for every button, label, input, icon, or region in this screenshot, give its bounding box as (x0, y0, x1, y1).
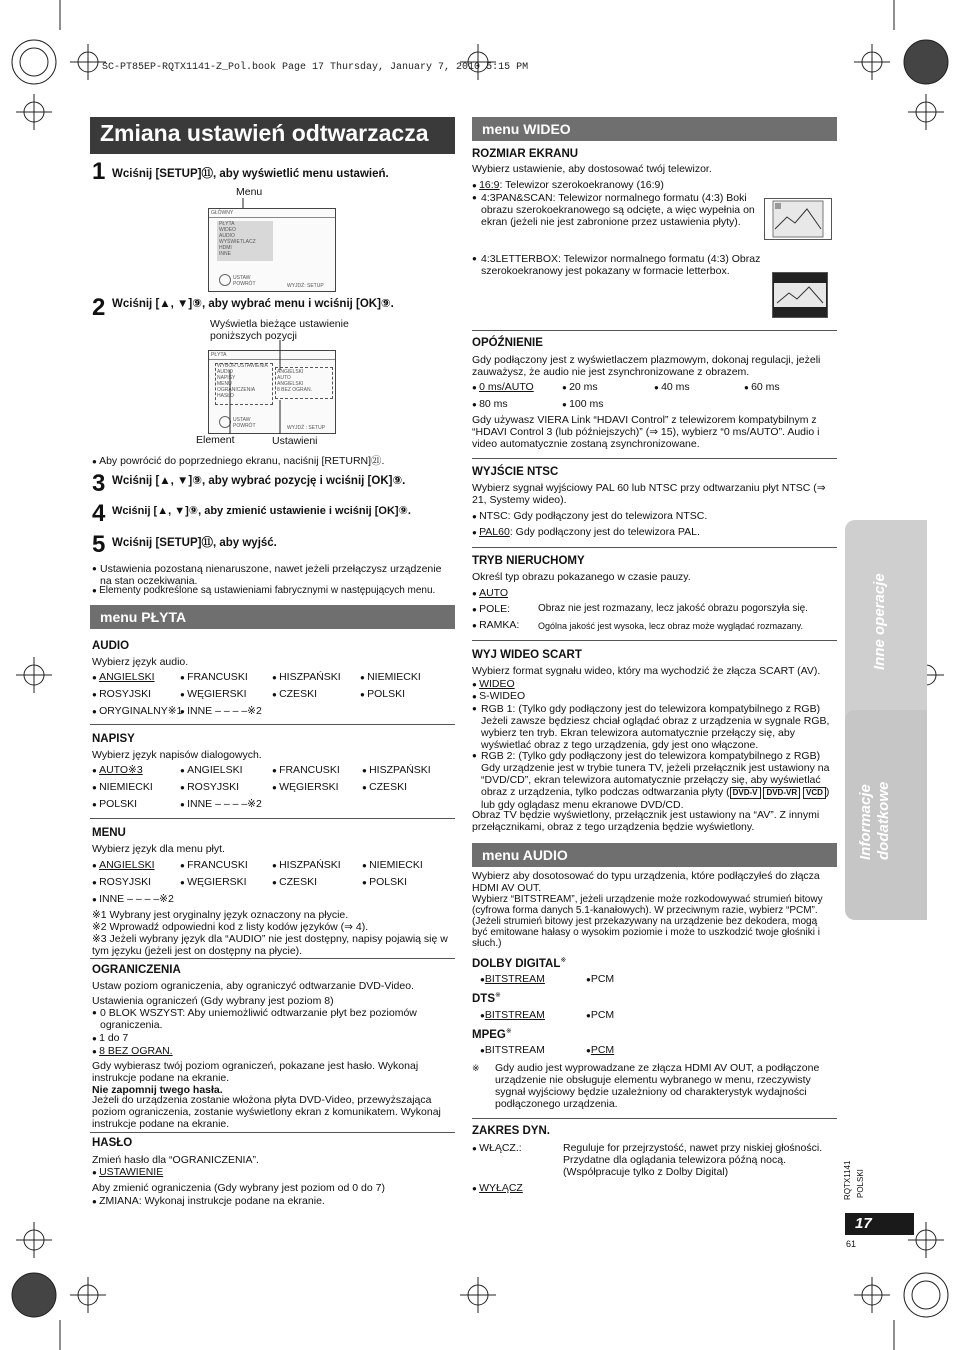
screen-footer: WYJDŹ : SETUP (287, 425, 326, 431)
desc: Wybierz ustawienie, aby dostosować twój telewizor. (472, 163, 712, 175)
desc: Wybierz język napisów dialogowych. (92, 749, 262, 761)
option[interactable]: NIEMIECKI (369, 859, 423, 871)
divider (472, 330, 837, 331)
screen-item: INNE (219, 251, 231, 257)
heading-dolby: DOLBY DIGITAL (472, 957, 561, 970)
disc-badge: DVD-V (730, 787, 761, 799)
desc: Ustawienia ograniczeń (Gdy wybrany jest poziom 8) (92, 995, 334, 1007)
tv-image-icon (765, 199, 831, 239)
footnote: Gdy audio jest wyprowadzane ze złącza HDMI AV OUT, a podłączone urządzenie nie obsługuje elementu wybranego w menu, rzeczywisty sygnał wyjściowy będzie uzależniony od charakterystyk wydajności podłączonego urządzenia. (495, 1062, 820, 1110)
option[interactable]: WĘGIERSKI (187, 688, 247, 700)
option[interactable]: ORYGINALNY※1 (99, 705, 183, 717)
option[interactable]: ANGIELSKI (99, 859, 155, 871)
page-number-box (845, 1213, 914, 1235)
option[interactable]: 1 do 7 (99, 1032, 129, 1044)
opoznienie-options (472, 379, 834, 413)
option-desc: : Gdy podłączony jest do telewizora PAL. (509, 526, 700, 538)
heading-napisy: NAPISY (92, 733, 135, 745)
desc: Wybierz format sygnału wideo, który ma wychodzić że złącza SCART (AV). (472, 665, 821, 677)
desc: Gdy podłączony jest z wyświetlaczem plazmowym, dokonaj regulacji, jeżeli zauważysz, że audio nie jest zsynchronizowane z obrazem. (472, 354, 821, 378)
heading-dts: DTS (472, 992, 495, 1005)
screen-value: AUTO (277, 375, 291, 381)
option[interactable]: 8 BEZ OGRAN. (99, 1045, 173, 1057)
step-number: 1 (92, 158, 106, 185)
return-note: Aby powrócić do poprzedniego ekranu, naciśnij [RETURN]㉑. (99, 455, 385, 467)
option[interactable]: WYŁĄCZ (479, 1182, 523, 1194)
side-tab-inne-operacje[interactable] (845, 520, 927, 734)
print-header: SC-PT85EP-RQTX1141-Z_Pol.book Page 17 Thursday, January 7, 2010 5:15 PM (102, 62, 529, 73)
divider (90, 1132, 455, 1133)
option[interactable]: 16:9 (479, 179, 500, 191)
heading-audio: AUDIO (92, 640, 130, 652)
option[interactable]: 80 ms (479, 398, 508, 410)
screen-item: MENU (217, 381, 232, 387)
disc-badge: VCD (803, 787, 826, 799)
option[interactable]: NTSC: Gdy podłączony jest do telewizora NTSC. (479, 510, 708, 522)
option[interactable]: 0 ms/AUTO (479, 381, 534, 393)
screen-value: ANGIELSKI (277, 381, 304, 387)
paragraph-bold: Nie zapomnij twego hasła. (92, 1084, 223, 1096)
option[interactable]: CZESKI (369, 781, 407, 793)
step-number: 5 (92, 531, 106, 558)
option[interactable]: PAL60 (479, 526, 510, 538)
desc: Zmień hasło dla “OGRANICZENIA”. (92, 1154, 259, 1166)
option[interactable]: RGB 2: (Tylko gdy podłączony jest do telewizora kompatybilnego z RGB) Gdy urządzenie jest w trybie tunera TV, jeżeli przełącznik jest ustawiony na “DVD/CD”, ekran telewizora automatycznie przełączy się, aby wyświetlać obraz z urządzenia, tylko podczas odtwarzania płyty ( (481, 750, 830, 798)
heading-mpeg: MPEG (472, 1028, 506, 1041)
paragraph: Jeżeli do urządzenia zostanie włożona płyta DVD-Video, przewyższająca poziom ograniczenia, zostanie wyświetlony ekran z komunikatem. Wykonaj instrukcje podane na ekranie. (92, 1094, 441, 1130)
step-text: Wciśnij [▲, ▼]⑨, aby zmienić ustawienie i wciśnij [OK]⑨. (112, 505, 411, 517)
footnote-mark: ※ (495, 992, 501, 999)
screen-value: 8 BEZ OGRAN. (277, 387, 313, 393)
step-number: 3 (92, 470, 106, 497)
paragraph: Gdy używasz VIERA Link “HDAVI Control” z telewizorem kompatybilnym z “HDAVI Control 3 (lub późniejszych)” (⇒ 15), wybierz “0 ms/AUTO”. Audio i video automatycznie zostaną zsynchronizowane. (472, 414, 820, 450)
side-tab-label: Informacje dodatkowe (857, 781, 892, 860)
option[interactable]: ANGIELSKI (99, 671, 155, 683)
side-tab-informacje[interactable] (845, 710, 927, 920)
option[interactable]: HISZPAŃSKI (369, 764, 431, 776)
side-tab-label: Inne operacje (871, 573, 888, 670)
desc: Ustaw poziom ograniczenia, aby ograniczyć odtwarzanie DVD-Video. (92, 980, 414, 992)
section-bar-wideo (472, 117, 837, 141)
option[interactable]: 4:3LETTERBOX: Telewizor normalnego formatu (4:3) Obraz szerokoekranowy jest pokazany w formacie letterbox. (481, 253, 761, 277)
desc: Wybierz język dla menu płyt. (92, 843, 225, 855)
menu-options (92, 857, 454, 908)
diagram-label-menu: Menu (236, 186, 263, 198)
desc: Wybierz aby dosotosować do typu urządzenia, które podłączyłeś do złącza HDMI AV OUT. (472, 870, 820, 894)
heading-ntsc: WYJŚCIE NTSC (472, 466, 559, 478)
heading-opoznienie: OPÓŹNIENIE (472, 337, 543, 349)
option-desc: Obraz nie jest rozmazany, lecz jakość obrazu pogorszyła się. (538, 603, 808, 614)
option[interactable]: ROSYJSKI (187, 781, 239, 793)
option[interactable]: RAMKA: (479, 619, 520, 631)
screen-footer: USTAW POWRÓT (233, 417, 256, 429)
tv-panscan-illustration (764, 198, 832, 240)
page-title: Zmiana ustawień odtwarzacza (100, 120, 429, 146)
remote-dial-icon (219, 274, 231, 286)
screen-item: HASŁO (217, 393, 234, 399)
heading-nieruchomy: TRYB NIERUCHOMY (472, 555, 585, 567)
option-desc: Reguluje for przejrzystość, nawet przy niskiej głośności. Przydatne dla oglądania telewizora późną nocą. (Współpracuje tylko z Dolby Digital) (563, 1142, 823, 1178)
option[interactable]: WĘGIERSKI (187, 876, 247, 888)
paragraph: Obraz TV będzie wyświetlony, przełącznik jest ustawiony na “AV”. Z innymi przełącznikami, obraz z tego urządzenia będzie wyświetlony. (472, 809, 820, 833)
option[interactable]: AUTO (479, 587, 509, 599)
option[interactable]: PCM (590, 1044, 615, 1056)
option[interactable]: 20 ms (569, 381, 598, 393)
heading-rozmiar: ROZMIAR EKRANU (472, 148, 579, 160)
option[interactable]: PCM (590, 973, 615, 985)
option[interactable]: INNE – – – –※2 (99, 893, 174, 905)
screen-item: NAPISY (217, 375, 236, 381)
screen-item: WYŚWIETLACZ (219, 239, 256, 245)
option-desc: ) lub gdy oglądasz menu ekranowe DVD/CD. (481, 786, 830, 811)
page-number: 17 (855, 1215, 872, 1232)
option[interactable]: FRANCUSKI (187, 859, 248, 871)
language-label: POLSKI (856, 1169, 865, 1198)
footnote-mark: ※ (472, 1063, 480, 1073)
step-text: Wciśnij [▲, ▼]⑨, aby wybrać menu i wciśnij [OK]⑨. (112, 298, 394, 310)
option[interactable]: RGB 1: (Tylko gdy podłączony jest do telewizora kompatybilnego z RGB) Jeżeli zawsze będziesz chciał oglądać obraz z urządzenia w sygnale RGB, wybierz ten tryb. Ekran telewizora automatycznie przełączy się, aby wyświetlać obraz z tego urządzenia, gdy jest ono włączone. (481, 703, 830, 751)
diagram-label-element: Element (196, 434, 235, 446)
section-title: menu PŁYTA (100, 609, 187, 625)
option[interactable]: USTAWIENIE (99, 1166, 164, 1178)
diagram-label-current: Wyświetla bieżące ustawienie poniższych pozycji (210, 318, 349, 342)
divider (90, 724, 455, 725)
disc-badge: DVD-VR (763, 787, 800, 799)
divider (472, 640, 837, 641)
heading-ograniczenia: OGRANICZENIA (92, 964, 181, 976)
screen-item: WYBÓR USTAWIENIA (217, 363, 268, 369)
note-item: Ustawienia pozostaną nienaruszone, nawet jeżeli przełączysz urządzenie na stan oczekiwania. (100, 563, 442, 587)
step-number: 2 (92, 294, 106, 321)
desc: Określ typ obrazu pokazanego w czasie pauzy. (472, 571, 691, 583)
option[interactable]: CZESKI (279, 688, 317, 700)
option[interactable]: HISZPAŃSKI (279, 671, 341, 683)
step-number: 4 (92, 500, 106, 527)
footnote-mark: ※ (560, 957, 567, 964)
option[interactable]: INNE – – – –※2 (187, 798, 262, 810)
heading-scart: WYJ WIDEO SCART (472, 649, 582, 661)
option[interactable]: ROSYJSKI (99, 876, 151, 888)
screen-item: WIDEO (219, 227, 236, 233)
footnote: ※3 Jeżeli wybrany język dla “AUDIO” nie jest dostępny, napisy pojawią się w tym języku (jeżeli jest on dostępny na płycie). (92, 933, 448, 957)
option[interactable]: POLE: (479, 603, 510, 615)
option[interactable]: POLSKI (367, 688, 405, 700)
page-title-bar (90, 117, 455, 154)
screen-item: OGRANICZENIA (217, 387, 256, 393)
paragraph: Aby zmienić ograniczenia (Gdy wybrany jest poziom od 0 do 7) (92, 1182, 385, 1194)
footnote: ※1 Wybrany jest oryginalny język oznaczony na płycie. (92, 909, 349, 921)
option[interactable]: FRANCUSKI (279, 764, 340, 776)
desc: Wybierz język audio. (92, 656, 189, 668)
option[interactable]: 4:3PAN&SCAN: Telewizor normalnego formatu (4:3) Boki obrazu szerokoekranowego są odcięte, a więc wypełnia on ekran (jeżeli nie jest zabronione przez ustawienia płyty). (481, 192, 755, 228)
option[interactable]: BITSTREAM (484, 1009, 545, 1021)
option[interactable]: 100 ms (569, 398, 604, 410)
option[interactable]: POLSKI (369, 876, 407, 888)
option[interactable]: HISZPAŃSKI (279, 859, 341, 871)
screen-footer: WYJDŹ: SETUP (287, 283, 324, 289)
option[interactable]: PCM (590, 1009, 615, 1021)
option[interactable]: BITSTREAM (484, 973, 545, 985)
option[interactable]: S-WIDEO (479, 690, 526, 702)
tv-letterbox-illustration (772, 272, 828, 318)
divider (90, 958, 455, 959)
option[interactable]: 0 BLOK WSZYST: Aby uniemożliwić odtwarzanie płyt bez poziomów ograniczenia. (100, 1007, 417, 1031)
divider (472, 458, 837, 459)
section-title: menu WIDEO (482, 121, 571, 137)
option[interactable]: AUTO※3 (99, 764, 143, 776)
audio-options (92, 669, 454, 720)
screen-item: PŁYTA (219, 221, 235, 227)
desc: Wybierz “BITSTREAM”, jeżeli urządzenie może rozkodowywać strumień bitowy (cyfrowa forma danych 5.1-kanałowych). W przeciwnym razie, wybierz “PCM”. (Jeżeli strumień bitowy jest przekazywany na urządzenie bez dekodera, mogą być emitowane hałasy o wysokim poziomie i może to uszkodzić twoje głośniki i słuch.) (472, 894, 823, 949)
step-text: Wciśnij [▲, ▼]⑨, aby wybrać pozycję i wciśnij [OK]⑨. (112, 475, 406, 487)
option[interactable]: NIEMIECKI (99, 781, 153, 793)
option[interactable]: BITSTREAM (484, 1044, 545, 1056)
option[interactable]: ANGIELSKI (187, 764, 243, 776)
step-text: Wciśnij [SETUP]⑪, aby wyświetlić menu ustawień. (112, 168, 389, 180)
tv-image-icon (773, 273, 827, 317)
heading-zakres: ZAKRES DYN. (472, 1125, 550, 1137)
option[interactable]: FRANCUSKI (187, 671, 248, 683)
model-code: RQTX1141 (843, 1160, 852, 1200)
screen-footer: USTAW POWRÓT (233, 275, 256, 287)
footer-number: 61 (846, 1239, 857, 1249)
note-item: Elementy podkreślone są ustawieniami fabrycznymi w następujących menu. (99, 585, 436, 596)
step-text: Wciśnij [SETUP]⑪, aby wyjść. (112, 537, 277, 549)
diagram-pointers (225, 340, 285, 436)
heading-haslo: HASŁO (92, 1137, 133, 1149)
option[interactable]: INNE – – – –※2 (187, 705, 262, 717)
option[interactable]: WŁĄCZ.: (479, 1142, 522, 1154)
desc: Wybierz sygnał wyjściowy PAL 60 lub NTSC przy odtwarzaniu płyt NTSC (⇒ 21, Systemy wideo). (472, 482, 826, 506)
footnote-mark: ※ (505, 1028, 512, 1035)
paragraph: Gdy wybierasz twój poziom ograniczeń, pokazane jest hasło. Wykonaj instrukcje podane na ekranie. (92, 1060, 419, 1084)
footnote: ※2 Wprowadź odpowiedni kod z listy kodów języków (⇒ 4). (92, 921, 369, 933)
option-desc: Ogólna jakość jest wysoka, lecz obraz może wyglądać rozmazany. (538, 621, 803, 631)
diagram-label-setting: Ustawieni (272, 435, 318, 447)
screen-heading: PŁYTA (211, 352, 227, 358)
option[interactable]: WIDEO (479, 678, 515, 690)
divider (472, 547, 837, 548)
setup-menu-screen (208, 208, 336, 292)
screen-item: AUDIO (219, 233, 235, 239)
heading-menu: MENU (92, 827, 126, 839)
option[interactable]: 60 ms (751, 381, 780, 393)
screen-heading: GŁÓWNY (211, 210, 234, 216)
option-desc: : Telewizor szerokoekranowy (16:9) (499, 179, 664, 191)
screen-item: AUDIO (217, 369, 233, 375)
screen-value: ANGIELSKI (277, 369, 304, 375)
section-bar-audio (472, 843, 837, 867)
option[interactable]: WĘGIERSKI (279, 781, 339, 793)
option[interactable]: 40 ms (661, 381, 690, 393)
option[interactable]: NIEMIECKI (367, 671, 421, 683)
option[interactable]: POLSKI (99, 798, 137, 810)
divider (472, 1118, 837, 1119)
napisy-options (92, 762, 454, 813)
option[interactable]: ZMIANA: Wykonaj instrukcje podane na ekranie. (99, 1195, 325, 1207)
option[interactable]: ROSYJSKI (99, 688, 151, 700)
section-bar-plyta (90, 605, 455, 629)
divider (90, 818, 455, 819)
screen-item: HDMI (219, 245, 232, 251)
section-title: menu AUDIO (482, 847, 568, 863)
option[interactable]: CZESKI (279, 876, 317, 888)
